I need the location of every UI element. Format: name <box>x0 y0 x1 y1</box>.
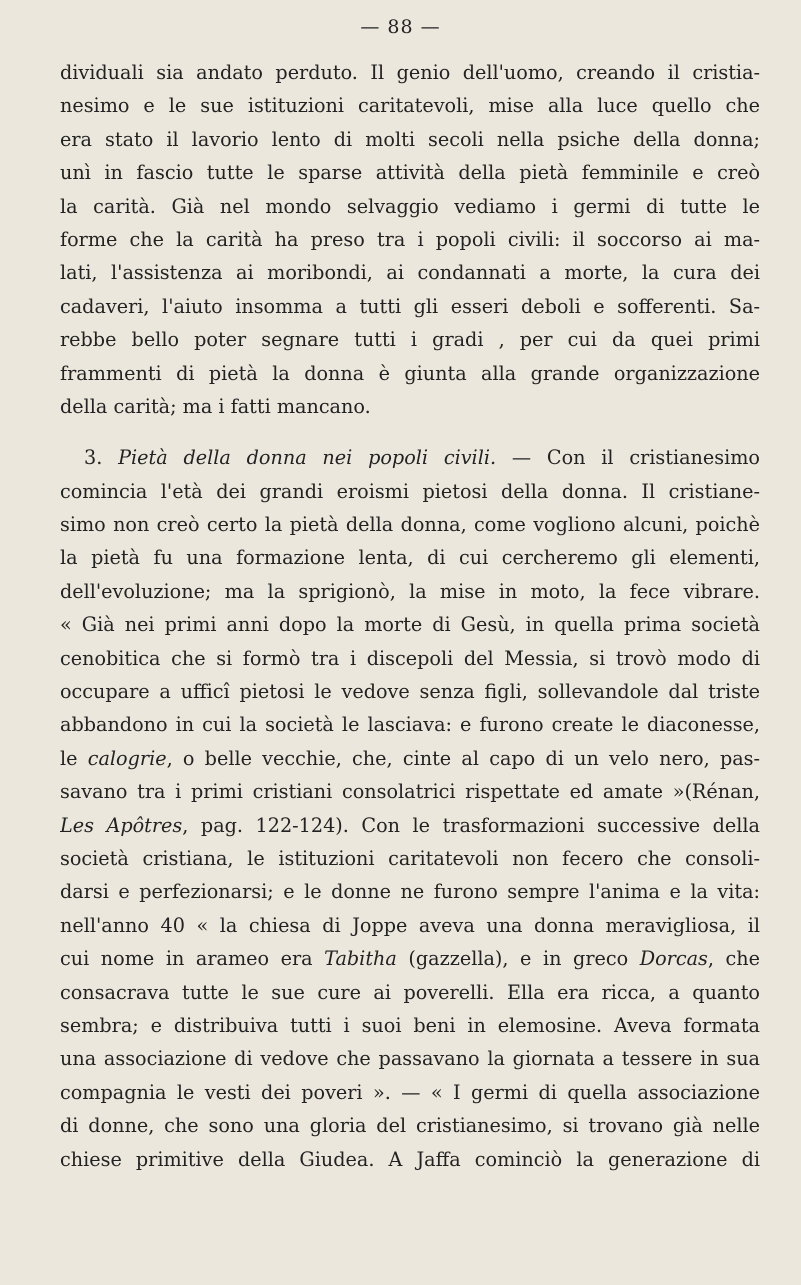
text-line: di donne, che sono una gloria del cristianesimo, si trovano già nelle <box>60 1114 760 1138</box>
text-line: la carità. Già nel mondo selvaggio vediamo i germi di tutte le <box>60 194 760 218</box>
text-line: simo non creò certo la pietà della donna, come vogliono alcuni, poichè <box>60 513 760 537</box>
text-line: nesimo e le sue istituzioni caritatevoli, mise alla luce quello che <box>60 94 760 118</box>
text-line: lati, l'assistenza ai moribondi, ai condannati a morte, la cura dei <box>60 261 760 285</box>
text-run: , che <box>707 947 760 971</box>
text-line: compagnia le vesti dei poveri ». — « I germi di quella associazione <box>60 1080 760 1104</box>
text-line: della carità; ma i fatti mancano. <box>60 394 371 418</box>
italic-term: calogrie <box>87 746 167 770</box>
text-line: occupare a ufficî pietosi le vedove senza figli, sollevandole dal triste <box>60 680 760 704</box>
text-line: abbandono in cui la società le lasciava: e furono create le diaconesse, <box>60 713 760 737</box>
text-line: consacrava tutte le sue cure ai poverelli. Ella era ricca, a quanto <box>60 980 760 1004</box>
text-line: società cristiana, le istituzioni caritatevoli non fecero che consoli- <box>60 846 760 870</box>
text-line <box>60 809 760 842</box>
text-line: forme che la carità ha preso tra i popoli civili: il soccorso ai ma- <box>60 227 760 251</box>
text-line: frammenti di pietà la donna è giunta alla grande organizzazione <box>60 361 760 385</box>
paragraph-1 <box>60 56 760 423</box>
text-line: savano tra i primi cristiani consolatrici rispettate ed amate »(Rénan, <box>60 780 760 804</box>
text-line: « Già nei primi anni dopo la morte di Gesù, in quella prima società <box>60 613 760 637</box>
text-line: rebbe bello poter segnare tutti i gradi , per cui da quei primi <box>60 328 760 352</box>
paragraph-gap <box>60 423 760 441</box>
section-number: 3. <box>84 446 103 470</box>
italic-citation: Les Apôtres <box>60 813 183 837</box>
paragraph-2 <box>60 441 760 1176</box>
text-line: sembra; e distribuiva tutti i suoi beni in elemosine. Aveva formata <box>60 1013 760 1037</box>
italic-term: Dorcas <box>639 947 708 971</box>
text-line: la pietà fu una formazione lenta, di cui cercheremo gli elementi, <box>60 546 760 570</box>
text-line: nell'anno 40 « la chiesa di Joppe aveva una donna meravigliosa, il <box>60 913 760 937</box>
text-line: era stato il lavorio lento di molti secoli nella psiche della donna; <box>60 127 760 151</box>
text-line <box>60 742 760 775</box>
text-run: le <box>60 746 88 770</box>
text-line: unì in fascio tutte le sparse attività della pietà femminile e creò <box>60 161 760 185</box>
section-heading-line <box>60 441 760 474</box>
text-run: , pag. 122-124). Con le trasformazioni successive della <box>182 813 760 837</box>
text-run: (gazzella), e in greco <box>396 947 640 971</box>
section-title: Pietà della donna nei popoli civili. <box>118 446 497 470</box>
text-line: cenobitica che si formò tra i discepoli del Messia, si trovò modo di <box>60 646 760 670</box>
italic-term: Tabitha <box>324 947 397 971</box>
page-number: — 88 — <box>360 16 441 38</box>
text-line: darsi e perfezionarsi; e le donne ne furono sempre l'anima e la vita: <box>60 880 760 904</box>
body-text <box>60 56 760 1176</box>
text-line <box>60 942 760 975</box>
text-run: , o belle vecchie, che, cinte al capo di un velo nero, pas- <box>166 746 760 770</box>
text-line: chiese primitive della Giudea. A Jaffa cominciò la generazione di <box>60 1147 760 1171</box>
text-run: cui nome in arameo era <box>60 947 325 971</box>
text-line: dell'evoluzione; ma la sprigionò, la mise in moto, la fece vibrare. <box>60 579 760 603</box>
text-line: cadaveri, l'aiuto insomma a tutti gli esseri deboli e sofferenti. Sa- <box>60 294 760 318</box>
text-line: dividuali sia andato perduto. Il genio dell'uomo, creando il cristia- <box>60 61 760 84</box>
text-run: — Con il cristianesimo <box>511 446 760 470</box>
text-line: comincia l'età dei grandi eroismi pietosi della donna. Il cristiane- <box>60 479 760 503</box>
text-line: una associazione di vedove che passavano la giornata a tessere in sua <box>60 1047 760 1071</box>
